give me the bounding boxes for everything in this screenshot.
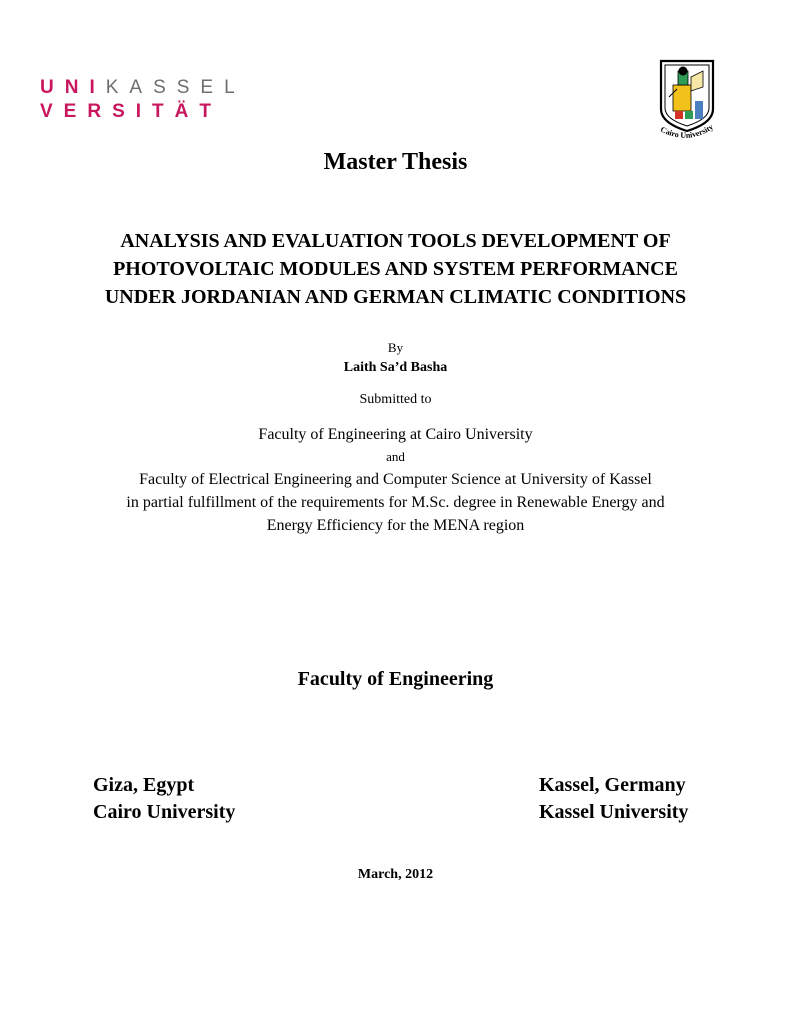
statement-line: Faculty of Electrical Engineering and Computer Science at University of Kassel	[139, 471, 652, 488]
faculty-heading: Faculty of Engineering	[297, 668, 494, 690]
cairo-faculty-line: Faculty of Engineering at Cairo University	[258, 426, 533, 443]
statement-line: Energy Efficiency for the MENA region	[266, 517, 525, 534]
thesis-title	[0, 227, 791, 311]
thesis-title-line: UNDER JORDANIAN AND GERMAN CLIMATIC CONDITIONS	[104, 286, 687, 308]
kassel-location-block	[539, 772, 688, 826]
author-name: Laith Sa’d Basha	[343, 360, 448, 375]
thesis-title-line: PHOTOVOLTAIC MODULES AND SYSTEM PERFORMANCE	[113, 258, 678, 280]
and-label: and	[386, 449, 405, 464]
kassel-faculty-statement	[0, 468, 791, 537]
statement-line: in partial fulfillment of the requirements for M.Sc. degree in Renewable Energy and	[126, 494, 665, 511]
cairo-seal-caption: Cairo University	[659, 122, 715, 140]
by-label: By	[387, 340, 404, 355]
document-type-heading: Master Thesis	[323, 149, 468, 175]
kassel-logo-line1: UNIKASSEL	[40, 77, 246, 98]
thesis-title-line: ANALYSIS AND EVALUATION TOOLS DEVELOPMENT OF	[120, 230, 671, 252]
kassel-city: Kassel, Germany	[539, 774, 686, 796]
submitted-to-label: Submitted to	[359, 392, 432, 407]
cairo-city: Giza, Egypt	[93, 774, 195, 796]
cairo-university-seal-logo	[651, 57, 731, 143]
university-of-kassel-logo	[40, 76, 246, 128]
submission-date: March, 2012	[357, 867, 434, 882]
cairo-location-block	[93, 772, 235, 826]
cairo-university-name: Cairo University	[93, 801, 236, 823]
kassel-logo-line2: VERSITÄT	[40, 101, 222, 122]
kassel-university-name: Kassel University	[539, 801, 689, 823]
